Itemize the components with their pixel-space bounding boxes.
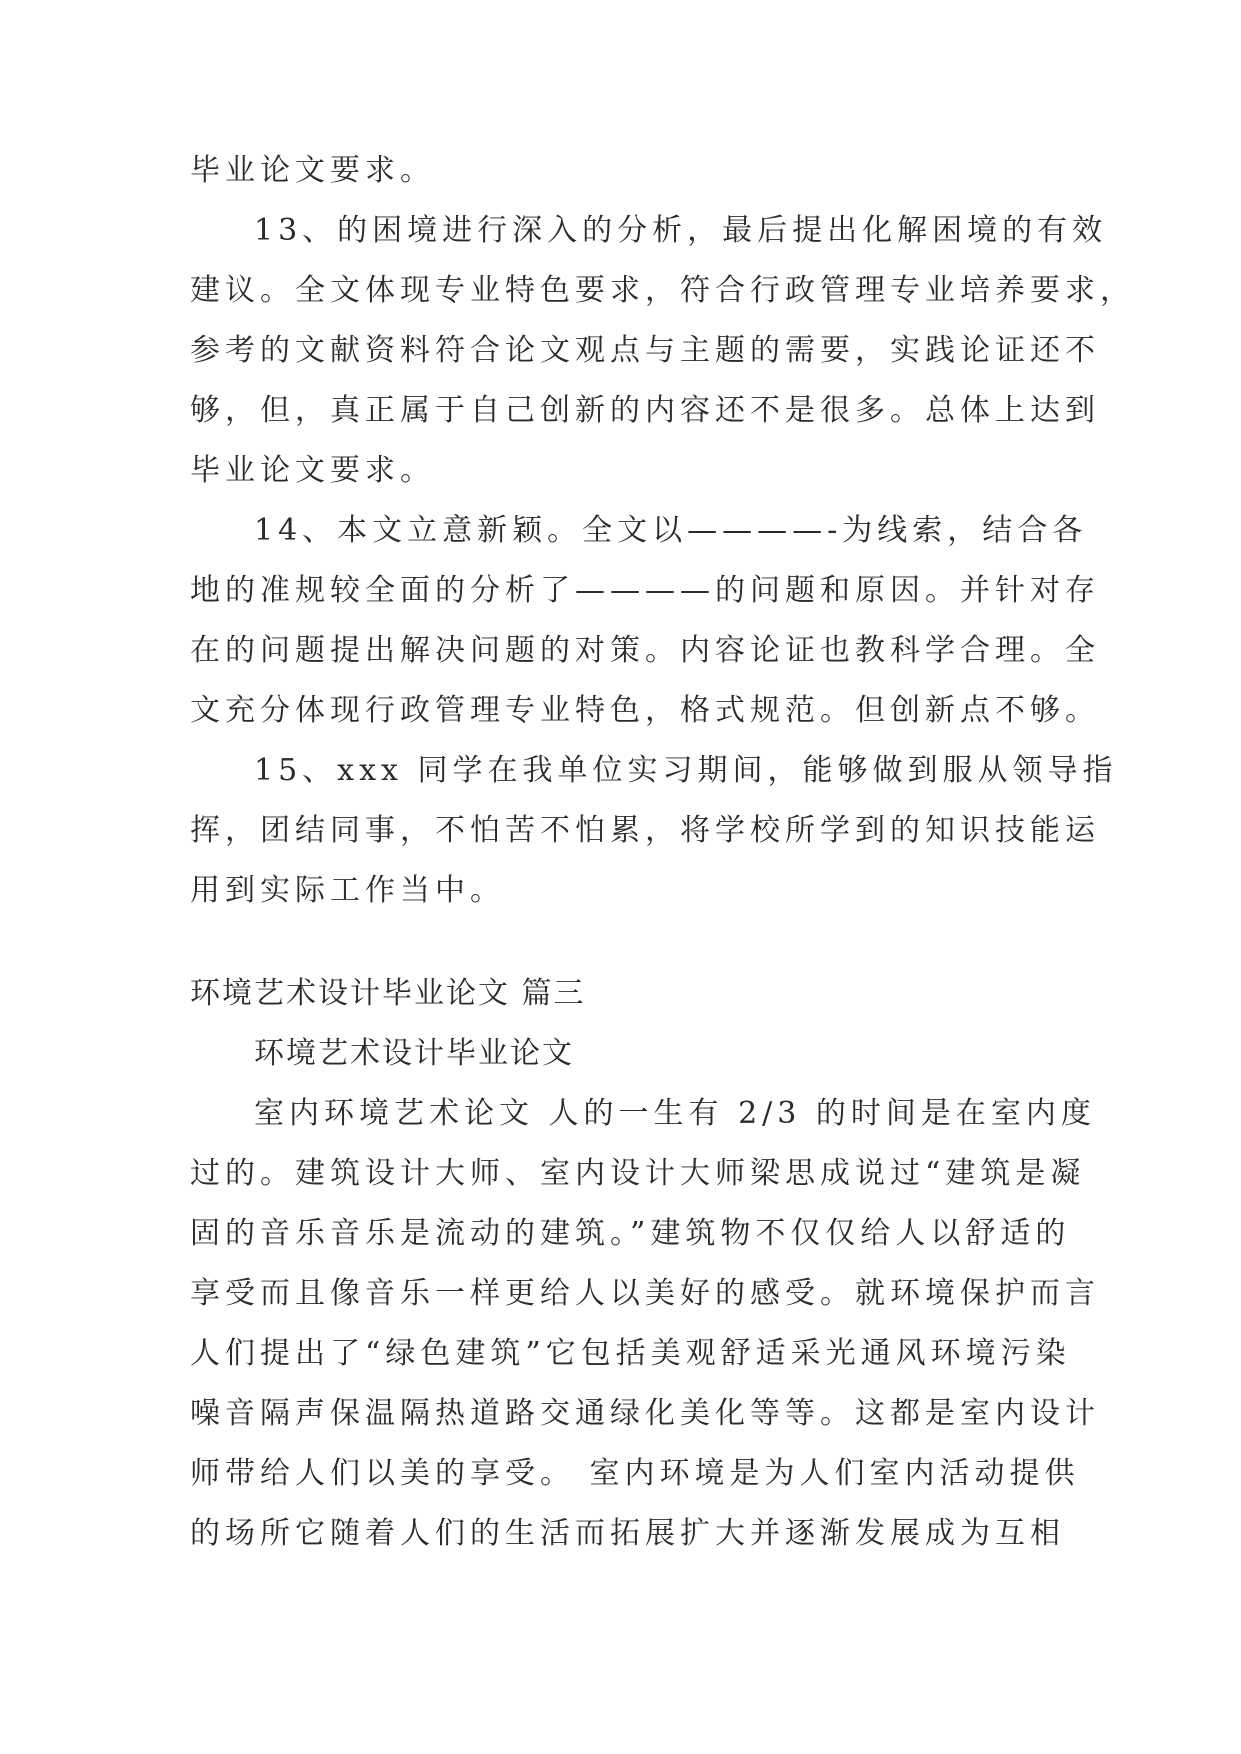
text-line: 的场所它随着人们的生活而拓展扩大并逐渐发展成为互相 xyxy=(190,1516,1065,1551)
text-line: 够，但，真正属于自己创新的内容还不是很多。总体上达到 xyxy=(190,393,1100,428)
text-line: 毕业论文要求。 xyxy=(190,153,435,188)
text-line: 过的。建筑设计大师、室内设计大师梁思成说过“建筑是凝 xyxy=(190,1156,1086,1191)
text-line: 建议。全文体现专业特色要求，符合行政管理专业培养要求， xyxy=(190,273,1135,308)
text-line: 挥，团结同事，不怕苦不怕累，将学校所学到的知识技能运 xyxy=(190,813,1100,848)
text-line: 文充分体现行政管理专业特色，格式规范。但创新点不够。 xyxy=(190,693,1100,728)
text-line: 地的准规较全面的分析了————的问题和原因。并针对存 xyxy=(190,573,1100,608)
text-line: 人们提出了“绿色建筑”它包括美观舒适采光通风环境污染 xyxy=(190,1336,1071,1371)
section-heading: 环境艺术设计毕业论文 篇三 xyxy=(190,976,586,1011)
text-line: 固的音乐音乐是流动的建筑。”建筑物不仅仅给人以舒适的 xyxy=(190,1216,1071,1251)
text-line: 享受而且像音乐一样更给人以美好的感受。就环境保护而言 xyxy=(190,1276,1100,1311)
text-line: 14、本文立意新颖。全文以————-为线索，结合各 xyxy=(254,513,1088,548)
text-line: 参考的文献资料符合论文观点与主题的需要，实践论证还不 xyxy=(190,333,1100,368)
text-line: 室内环境艺术论文 人的一生有 2/3 的时间是在室内度 xyxy=(254,1096,1096,1131)
text-line: 在的问题提出解决问题的对策。内容论证也教科学合理。全 xyxy=(190,633,1100,668)
text-line: 用到实际工作当中。 xyxy=(190,873,505,908)
text-line: 毕业论文要求。 xyxy=(190,453,435,488)
text-line: 师带给人们以美的享受。 室内环境是为人们室内活动提供 xyxy=(190,1456,1080,1491)
article-title: 环境艺术设计毕业论文 xyxy=(254,1036,574,1071)
text-line: 噪音隔声保温隔热道路交通绿化美化等等。这都是室内设计 xyxy=(190,1396,1100,1431)
text-line: 15、xxx 同学在我单位实习期间，能够做到服从领导指 xyxy=(254,753,1118,788)
text-line: 13、的困境进行深入的分析，最后提出化解困境的有效 xyxy=(254,213,1108,248)
